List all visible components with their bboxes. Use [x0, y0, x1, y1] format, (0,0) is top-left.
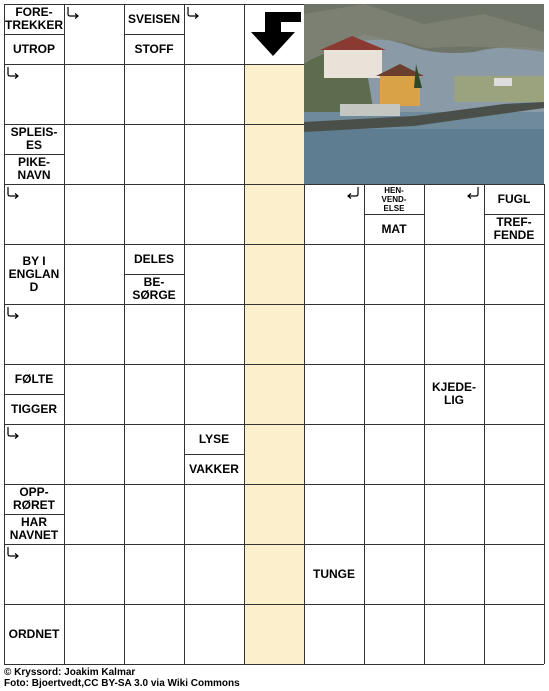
- grid-line: [4, 244, 544, 245]
- solution-cell[interactable]: [244, 64, 304, 124]
- answer-cell[interactable]: [364, 364, 424, 424]
- grid-line: [4, 64, 304, 65]
- answer-cell[interactable]: [304, 244, 364, 304]
- grid-line: [4, 304, 544, 305]
- clue-direction-arrow-icon: [6, 426, 20, 440]
- harbour-photo: [304, 4, 544, 184]
- grid-line: [424, 184, 425, 664]
- answer-cell[interactable]: [124, 364, 184, 424]
- answer-cell[interactable]: [124, 484, 184, 544]
- answer-cell[interactable]: [304, 604, 364, 664]
- clue-foretrekker: FORE- TREKKER: [5, 5, 64, 32]
- grid-line: [124, 4, 125, 664]
- clue-direction-arrow-icon: [66, 6, 80, 20]
- clue-vakker: VAKKER: [189, 461, 239, 476]
- clue-divider: [4, 394, 64, 395]
- grid-line: [4, 604, 544, 605]
- grid-line: [184, 4, 185, 664]
- answer-cell[interactable]: [424, 544, 484, 604]
- answer-cell[interactable]: [124, 124, 184, 184]
- answer-cell[interactable]: [424, 244, 484, 304]
- grid-line: [4, 484, 544, 485]
- grid-line: [4, 124, 304, 125]
- photo-credit: Foto: Bjoertvedt,CC BY-SA 3.0 via Wiki Commons: [4, 678, 240, 689]
- clue-direction-arrow-icon: [6, 66, 20, 80]
- clue-henvendelse: HEN- VEND- ELSE: [381, 185, 407, 213]
- answer-cell[interactable]: [364, 304, 424, 364]
- solution-cell[interactable]: [244, 184, 304, 244]
- grid-line: [364, 184, 365, 664]
- answer-cell[interactable]: [64, 424, 124, 484]
- answer-cell[interactable]: [424, 484, 484, 544]
- answer-cell[interactable]: [64, 64, 124, 124]
- answer-cell[interactable]: [424, 604, 484, 664]
- answer-cell[interactable]: [364, 604, 424, 664]
- solution-cell[interactable]: [244, 124, 304, 184]
- answer-cell[interactable]: [304, 424, 364, 484]
- answer-cell[interactable]: [364, 484, 424, 544]
- clue-tigger: TIGGER: [10, 401, 57, 416]
- clue-divider: [4, 34, 64, 35]
- clue-divider: [184, 454, 244, 455]
- clue-fugl: FUGL: [497, 191, 531, 206]
- answer-cell[interactable]: [424, 304, 484, 364]
- answer-cell[interactable]: [184, 64, 244, 124]
- solution-cell[interactable]: [244, 364, 304, 424]
- answer-cell[interactable]: [484, 364, 544, 424]
- clue-treffende: TREF- FENDE: [493, 215, 535, 242]
- answer-cell[interactable]: [184, 124, 244, 184]
- answer-cell[interactable]: [124, 304, 184, 364]
- answer-cell[interactable]: [124, 64, 184, 124]
- answer-cell[interactable]: [64, 604, 124, 664]
- answer-cell[interactable]: [184, 484, 244, 544]
- clue-divider: [364, 214, 424, 215]
- clue-direction-arrow-icon: [466, 186, 480, 200]
- clue-sveisen: SVEISEN: [127, 11, 181, 26]
- answer-cell[interactable]: [304, 304, 364, 364]
- answer-cell[interactable]: [484, 244, 544, 304]
- answer-cell[interactable]: [484, 604, 544, 664]
- grid-line: [4, 4, 5, 664]
- clue-divider: [124, 274, 184, 275]
- grid-line: [64, 4, 65, 664]
- clue-tunge: TUNGE: [313, 566, 355, 581]
- grid-line: [4, 4, 304, 5]
- solution-cell[interactable]: [244, 484, 304, 544]
- clue-ordnet: ORDNET: [8, 626, 60, 641]
- answer-cell[interactable]: [124, 604, 184, 664]
- answer-cell[interactable]: [184, 604, 244, 664]
- clue-direction-arrow-icon: [6, 546, 20, 560]
- solution-cell[interactable]: [244, 424, 304, 484]
- answer-cell[interactable]: [364, 244, 424, 304]
- clue-besorge: BE- SØRGE: [132, 275, 176, 302]
- solution-direction-arrow-icon: [249, 10, 301, 63]
- answer-cell[interactable]: [124, 184, 184, 244]
- answer-cell[interactable]: [64, 184, 124, 244]
- grid-line: [244, 4, 245, 664]
- answer-cell[interactable]: [184, 304, 244, 364]
- clue-direction-arrow-icon: [6, 306, 20, 320]
- grid-line: [4, 424, 544, 425]
- answer-cell[interactable]: [64, 364, 124, 424]
- answer-cell[interactable]: [184, 244, 244, 304]
- clue-kjedelig: KJEDE- LIG: [431, 380, 476, 407]
- answer-cell[interactable]: [184, 544, 244, 604]
- grid-line: [4, 364, 544, 365]
- answer-cell[interactable]: [364, 544, 424, 604]
- solution-cell[interactable]: [244, 604, 304, 664]
- clue-folte: FØLTE: [14, 371, 54, 386]
- answer-cell[interactable]: [424, 424, 484, 484]
- answer-cell[interactable]: [64, 304, 124, 364]
- grid-line: [484, 184, 485, 664]
- answer-cell[interactable]: [64, 244, 124, 304]
- grid-line: [544, 184, 545, 664]
- answer-cell[interactable]: [184, 364, 244, 424]
- grid-line: [4, 664, 544, 665]
- clue-direction-arrow-icon: [346, 186, 360, 200]
- clue-mat: MAT: [381, 221, 407, 236]
- answer-cell[interactable]: [184, 184, 244, 244]
- clue-spleises: SPLEIS- ES: [10, 125, 58, 152]
- clue-divider: [484, 214, 544, 215]
- clue-utrop: UTROP: [13, 41, 55, 56]
- answer-cell[interactable]: [124, 544, 184, 604]
- solution-cell[interactable]: [244, 544, 304, 604]
- solution-cell[interactable]: [244, 304, 304, 364]
- clue-by-i-england: BY I ENGLAND: [8, 253, 60, 294]
- clue-divider: [124, 34, 184, 35]
- answer-cell[interactable]: [484, 304, 544, 364]
- clue-divider: [4, 154, 64, 155]
- clue-lyse: LYSE: [198, 431, 230, 446]
- grid-line: [4, 544, 544, 545]
- answer-cell[interactable]: [484, 424, 544, 484]
- answer-cell[interactable]: [64, 544, 124, 604]
- answer-cell[interactable]: [364, 424, 424, 484]
- answer-cell[interactable]: [64, 484, 124, 544]
- clue-divider: [4, 514, 64, 515]
- clue-direction-arrow-icon: [6, 186, 20, 200]
- crossword-grid: [4, 4, 544, 664]
- clue-pikenavn: PIKE- NAVN: [17, 155, 51, 182]
- clue-stoff: STOFF: [134, 41, 174, 56]
- answer-cell[interactable]: [484, 544, 544, 604]
- author-credit: © Kryssord: Joakim Kalmar: [4, 667, 136, 678]
- answer-cell[interactable]: [304, 364, 364, 424]
- solution-cell[interactable]: [244, 244, 304, 304]
- answer-cell[interactable]: [484, 484, 544, 544]
- answer-cell[interactable]: [124, 424, 184, 484]
- answer-cell[interactable]: [304, 484, 364, 544]
- answer-cell[interactable]: [64, 124, 124, 184]
- clue-opprort: OPP- RØRET: [13, 485, 55, 512]
- clue-direction-arrow-icon: [186, 6, 200, 20]
- clue-deles: DELES: [133, 251, 174, 266]
- clue-har-navnet: HAR NAVNET: [9, 515, 59, 542]
